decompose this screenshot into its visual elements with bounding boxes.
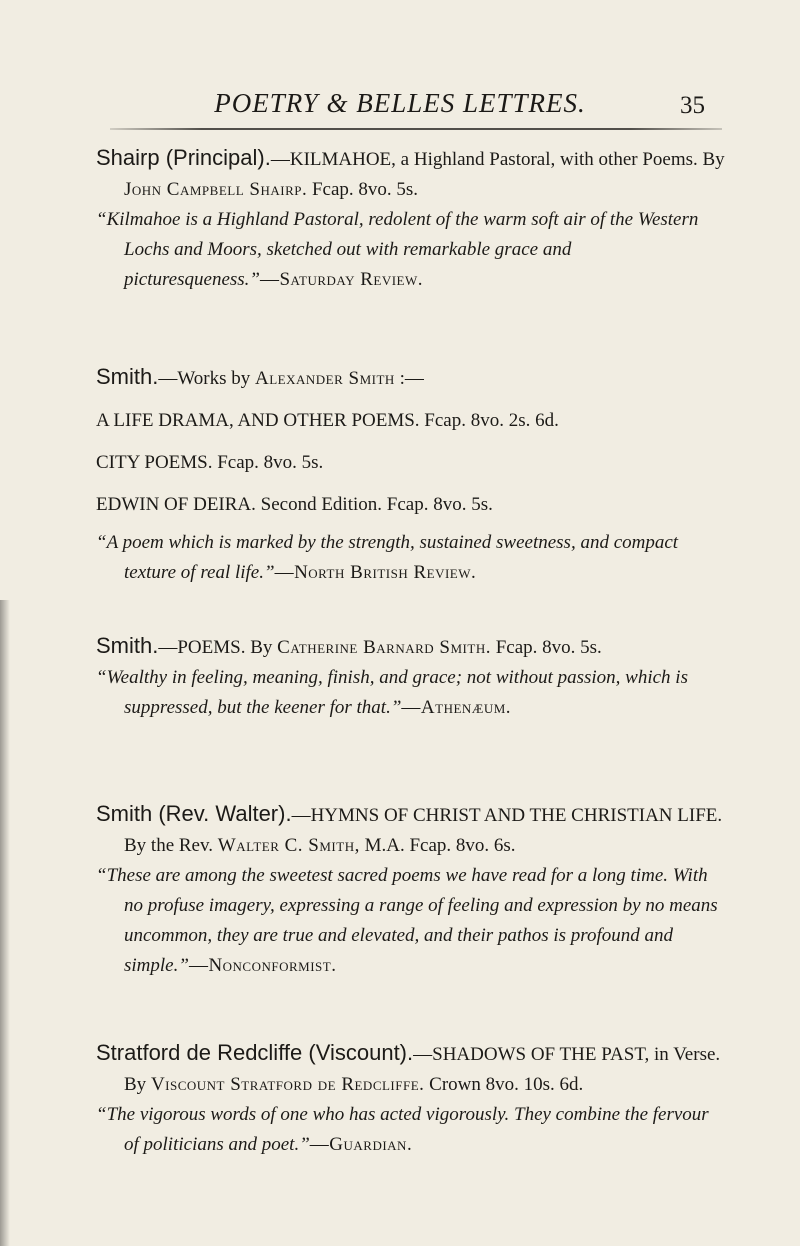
page-number: 35: [680, 92, 705, 119]
quote-source: —North British Review.: [274, 562, 477, 583]
author-name: Smith.: [96, 633, 159, 658]
quote-source: —Nonconformist.: [188, 955, 337, 976]
entry-shairp: [96, 143, 726, 295]
quote-text: “Kilmahoe is a Highland Pastoral, redolent of the warm soft air of the Western Lochs and Moors, sketched out with remarkable grace and picturesqueness.”: [96, 209, 699, 290]
review-quote: [96, 663, 726, 723]
entry-byline: Viscount Stratford de Redcliffe.: [150, 1074, 425, 1095]
quote-text: “The vigorous words of one who has acted vigorously. They combine the fervour of politicians and poet.”: [96, 1104, 709, 1155]
quote-text: “Wealthy in feeling, meaning, finish, and grace; not without passion, which is suppressed, but the keener for that.”: [96, 667, 688, 718]
entry-intro-tail: :—: [394, 368, 424, 389]
entry-title: —POEMS. By: [158, 637, 278, 658]
running-head: POETRY & BELLES LETTRES.: [214, 88, 586, 118]
entry-heading: [96, 799, 726, 861]
entry-format: Crown 8vo. 10s. 6d.: [424, 1074, 584, 1095]
entry-title: —SHADOWS OF THE PAST, in Verse. By: [124, 1044, 721, 1095]
binding-shadow: [0, 600, 10, 1246]
author-name: Smith.: [96, 364, 159, 389]
entry-byline: Alexander Smith: [255, 368, 395, 389]
entry-format: Fcap. 8vo. 5s.: [490, 637, 602, 658]
entry-title: —HYMNS OF CHRIST AND THE CHRISTIAN LIFE. By the Rev.: [124, 805, 723, 856]
author-name: Shairp (Principal).: [96, 145, 271, 170]
review-quote: [96, 528, 726, 588]
review-quote: [96, 1100, 726, 1160]
entry-heading: [96, 631, 726, 663]
book-title-3: EDWIN OF DEIRA. Second Edition. Fcap. 8vo. 5s.: [96, 494, 493, 515]
entry-smith-walter: [96, 799, 726, 981]
quote-source: —Athenæum.: [401, 697, 512, 718]
entry-smith-alexander: [96, 362, 726, 588]
quote-source: —Saturday Review.: [259, 269, 424, 290]
quote-source: —Guardian.: [309, 1134, 413, 1155]
quote-text: “A poem which is marked by the strength, sustained sweetness, and compact texture of real life.”: [96, 532, 679, 583]
entry-heading: [96, 362, 726, 394]
entry-smith-catherine: [96, 631, 726, 723]
entry-byline: John Campbell Shairp.: [124, 179, 308, 200]
quote-text: “These are among the sweetest sacred poems we have read for a long time. With no profuse imagery, expressing a range of feeling and expression by no means uncommon, they are true and elevated, and their pathos is profound and simple.”: [96, 865, 718, 976]
entry-title: —KILMAHOE, a Highland Pastoral, with other Poems. By: [270, 149, 725, 170]
author-name: Smith (Rev. Walter).: [96, 801, 292, 826]
entry-heading: [96, 1038, 726, 1100]
entry-intro: —Works by: [158, 368, 255, 389]
header-rule: [110, 128, 722, 130]
entry-heading: [96, 143, 726, 205]
book-title-2: CITY POEMS. Fcap. 8vo. 5s.: [96, 452, 324, 473]
entry-format: M.A. Fcap. 8vo. 6s.: [359, 835, 516, 856]
entry-byline: Walter C. Smith,: [217, 835, 360, 856]
book-title-1: A LIFE DRAMA, AND OTHER POEMS. Fcap. 8vo. 2s. 6d.: [96, 410, 559, 431]
entry-format: Fcap. 8vo. 5s.: [307, 179, 419, 200]
review-quote: [96, 205, 726, 295]
review-quote: [96, 861, 726, 981]
entry-byline: Catherine Barnard Smith.: [277, 637, 491, 658]
entry-stratford: [96, 1038, 726, 1160]
author-name: Stratford de Redcliffe (Viscount).: [96, 1040, 414, 1065]
